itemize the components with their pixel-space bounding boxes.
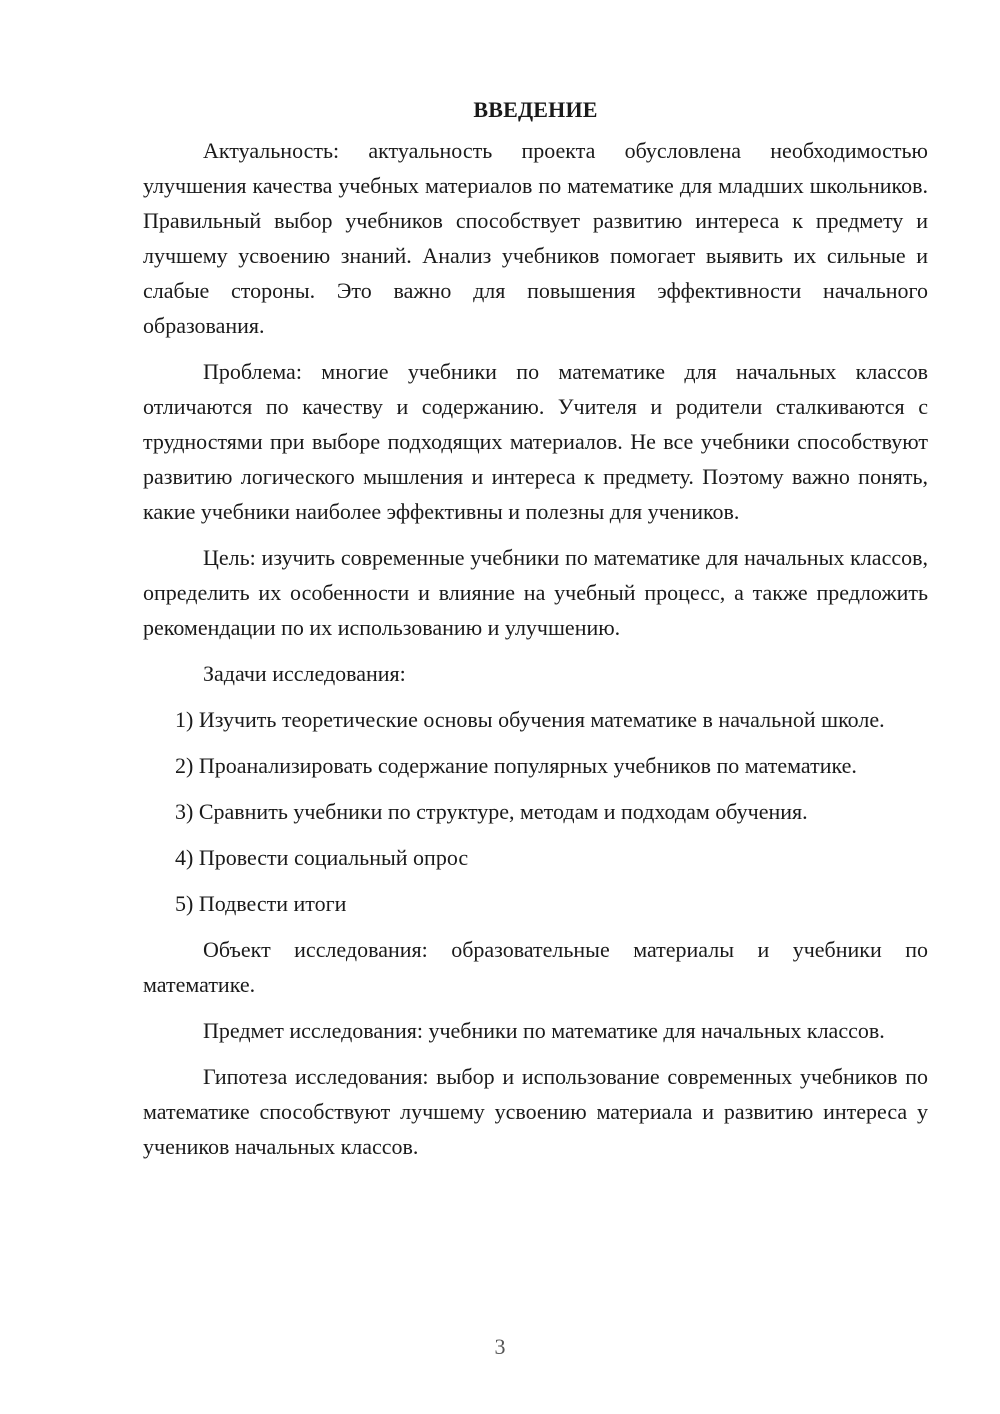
hypothesis-paragraph: Гипотеза исследования: выбор и использование современных учебников по математике способствуют лучшему усвоению материала и развитию интереса у учеников начальных классов. — [143, 1064, 928, 1159]
list-item: 5) Подвести итоги — [175, 891, 347, 916]
object-paragraph: Объект исследования: образовательные материалы и учебники по математике. — [143, 937, 928, 997]
tasks-heading: Задачи исследования: — [203, 661, 406, 686]
problem-paragraph: Проблема: многие учебники по математике для начальных классов отличаются по качеству и содержанию. Учителя и родители сталкиваются с трудностями при выборе подходящих материалов. Не все учебники способствуют развитию логического мышления и интереса к предмету. Поэтому важно понять, какие учебники наиболее эффективны и полезны для учеников. — [143, 359, 928, 524]
document-page — [143, 95, 928, 1164]
tasks-list — [143, 702, 928, 921]
page-number: 3 — [494, 1334, 506, 1359]
list-item: 3) Сравнить учебники по структуре, методам и подходам обучения. — [175, 799, 808, 824]
relevance-paragraph: Актуальность: актуальность проекта обусловлена необходимостью улучшения качества учебных материалов по математике для младших школьников. Правильный выбор учебников способствует развитию интереса к предмету и лучшему усвоению знаний. Анализ учебников помогает выявить их сильные и слабые стороны. Это важно для повышения эффективности начального образования. — [143, 138, 928, 338]
goal-paragraph: Цель: изучить современные учебники по математике для начальных классов, определить их особенности и влияние на учебный процесс, а также предложить рекомендации по их использованию и улучшению. — [143, 545, 928, 640]
list-item: 4) Провести социальный опрос — [175, 845, 469, 870]
list-item: 2) Проанализировать содержание популярных учебников по математике. — [175, 753, 857, 778]
page-title: ВВЕДЕНИЕ — [473, 97, 598, 122]
list-item: 1) Изучить теоретические основы обучения математике в начальной школе. — [175, 707, 885, 732]
subject-paragraph: Предмет исследования: учебники по математике для начальных классов. — [203, 1018, 885, 1043]
